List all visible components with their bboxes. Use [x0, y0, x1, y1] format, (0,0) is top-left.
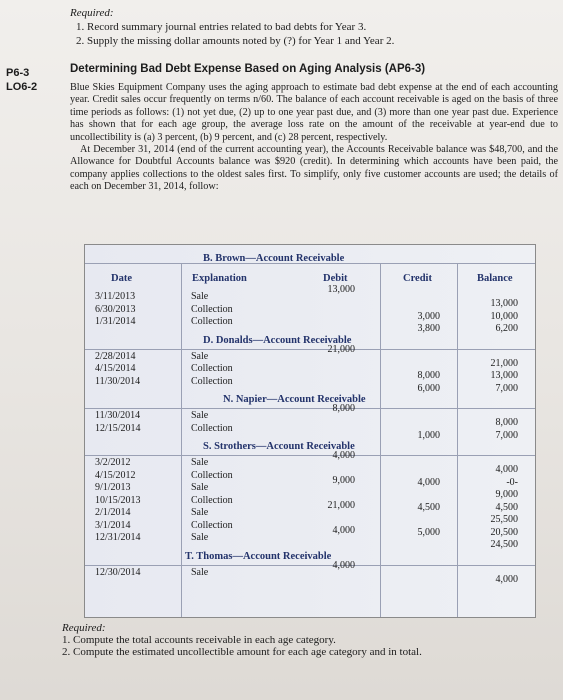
accounts-receivable-ledger: [84, 244, 536, 618]
row-balance: -0-: [506, 476, 518, 488]
row-balance: 10,000: [490, 310, 518, 322]
row-date: 1/31/2014: [95, 316, 136, 327]
row-balance: 4,000: [495, 464, 518, 475]
account-title: B. Brown—Account Receivable: [203, 253, 345, 264]
bottom-required: [62, 622, 422, 658]
row-date: 9/1/2013: [95, 482, 131, 493]
row-explanation: Collection: [191, 363, 233, 374]
top-required-heading: Required:: [70, 7, 114, 19]
row-explanation: Collection: [191, 469, 233, 481]
row-date: 2/1/2014: [95, 507, 131, 518]
row-credit: 6,000: [417, 382, 440, 394]
problem-paragraph-1: Blue Skies Equipment Company uses the aging approach to estimate bad debt expense at the end of each accounting year. Credit sales occur frequently on terms n/60. The balance of each account receivable is aged on the basis of three time periods as follows: (1) not yet due, (2) up to one year past due, and (3) more than one year past due. Experience has shown that for each age group, the average loss rate on the amount of the receivable at year-end due to uncollectibility is (a) 3 percent, (b) 9 percent, and (c) 28 percent, respectively.: [70, 82, 558, 143]
row-debit: 13,000: [327, 284, 355, 295]
bottom-required-heading: Required:: [62, 622, 106, 634]
problem-id: [6, 66, 37, 94]
learning-objective: LO6-2: [6, 81, 38, 93]
account-title: D. Donalds—Account Receivable: [203, 334, 352, 346]
row-balance: 13,000: [490, 298, 518, 309]
row-explanation: Collection: [191, 316, 233, 327]
bottom-required-item-2: 2. Compute the estimated uncollectible amount for each age category and in total.: [62, 646, 422, 658]
problem-paragraph-2: At December 31, 2014 (end of the current accounting year), the Accounts Receivable balance was $48,700, and the Allowance for Doubtful Accounts balance was $920 (credit). In determining which accounts have been paid, the company applies collections to the oldest sales first. To simplify, only five customer accounts are used; the details of each on December 31, 2014, follow:: [70, 144, 558, 193]
row-explanation: Collection: [191, 519, 233, 531]
row-explanation: Sale: [191, 350, 209, 362]
problem-number: P6-3: [6, 67, 30, 79]
row-date: 11/30/2014: [95, 375, 141, 387]
row-explanation: Sale: [191, 532, 209, 543]
row-date: 3/2/2012: [95, 457, 131, 468]
row-balance: 8,000: [495, 417, 518, 428]
row-balance: 9,000: [495, 489, 518, 500]
header-credit: Credit: [403, 273, 432, 284]
row-balance: 13,000: [490, 370, 518, 381]
header-date: Date: [111, 273, 132, 284]
row-date: 3/11/2013: [95, 291, 136, 302]
row-balance: 25,500: [490, 514, 518, 525]
row-balance: 24,500: [490, 539, 518, 550]
row-balance: 4,000: [495, 573, 518, 585]
row-credit: 1,000: [417, 429, 440, 441]
account-title: T. Thomas—Account Receivable: [185, 550, 332, 562]
bottom-required-item-1: 1. Compute the total accounts receivable in each age category.: [62, 634, 336, 646]
row-explanation: Sale: [191, 291, 209, 302]
row-explanation: Sale: [191, 457, 209, 468]
row-date: 12/31/2014: [95, 532, 141, 543]
row-explanation: Sale: [191, 507, 209, 518]
row-debit: 4,000: [332, 559, 355, 571]
row-balance: 4,500: [495, 501, 518, 513]
top-required-item-2: 2. Supply the missing dollar amounts noted by (?) for Year 1 and Year 2.: [76, 35, 395, 47]
header-explanation: Explanation: [192, 273, 247, 284]
row-credit: 3,800: [417, 323, 440, 334]
row-explanation: Sale: [191, 482, 209, 493]
row-debit: 9,000: [332, 475, 355, 486]
row-explanation: Collection: [191, 422, 233, 434]
row-debit: 4,000: [332, 450, 355, 461]
row-balance: 21,000: [490, 357, 518, 369]
row-date: 3/1/2014: [95, 519, 131, 531]
row-balance: 20,500: [490, 526, 518, 538]
row-explanation: Collection: [191, 494, 233, 506]
row-date: 6/30/2013: [95, 303, 136, 315]
row-balance: 7,000: [495, 429, 518, 441]
row-credit: 4,000: [417, 476, 440, 488]
row-credit: 5,000: [417, 526, 440, 538]
top-required: [70, 6, 394, 48]
row-explanation: Sale: [191, 410, 209, 421]
row-debit: 21,000: [327, 500, 355, 511]
row-credit: 8,000: [417, 370, 440, 381]
account-title: S. Strothers—Account Receivable: [203, 441, 355, 452]
problem-text: [70, 82, 558, 194]
row-date: 12/30/2014: [95, 566, 141, 578]
top-required-item-1: 1. Record summary journal entries related to bad debts for Year 3.: [76, 21, 367, 33]
row-balance: 7,000: [495, 382, 518, 394]
row-explanation: Sale: [191, 566, 209, 578]
problem-title: Determining Bad Debt Expense Based on Aging Analysis (AP6-3): [70, 63, 426, 75]
row-date: 4/15/2014: [95, 363, 136, 374]
row-date: 11/30/2014: [95, 410, 141, 421]
row-explanation: Collection: [191, 375, 233, 387]
account-title: N. Napier—Account Receivable: [223, 394, 366, 405]
row-credit: 3,000: [417, 310, 440, 322]
row-date: 12/15/2014: [95, 422, 141, 434]
row-date: 10/15/2013: [95, 494, 141, 506]
row-explanation: Collection: [191, 303, 233, 315]
header-debit: Debit: [323, 273, 348, 284]
row-credit: 4,500: [417, 501, 440, 513]
row-debit: 21,000: [327, 343, 355, 355]
row-debit: 4,000: [332, 525, 355, 536]
row-balance: 6,200: [495, 323, 518, 334]
row-date: 2/28/2014: [95, 350, 136, 362]
row-date: 4/15/2012: [95, 469, 136, 481]
header-balance: Balance: [477, 273, 513, 284]
row-debit: 8,000: [332, 403, 355, 414]
